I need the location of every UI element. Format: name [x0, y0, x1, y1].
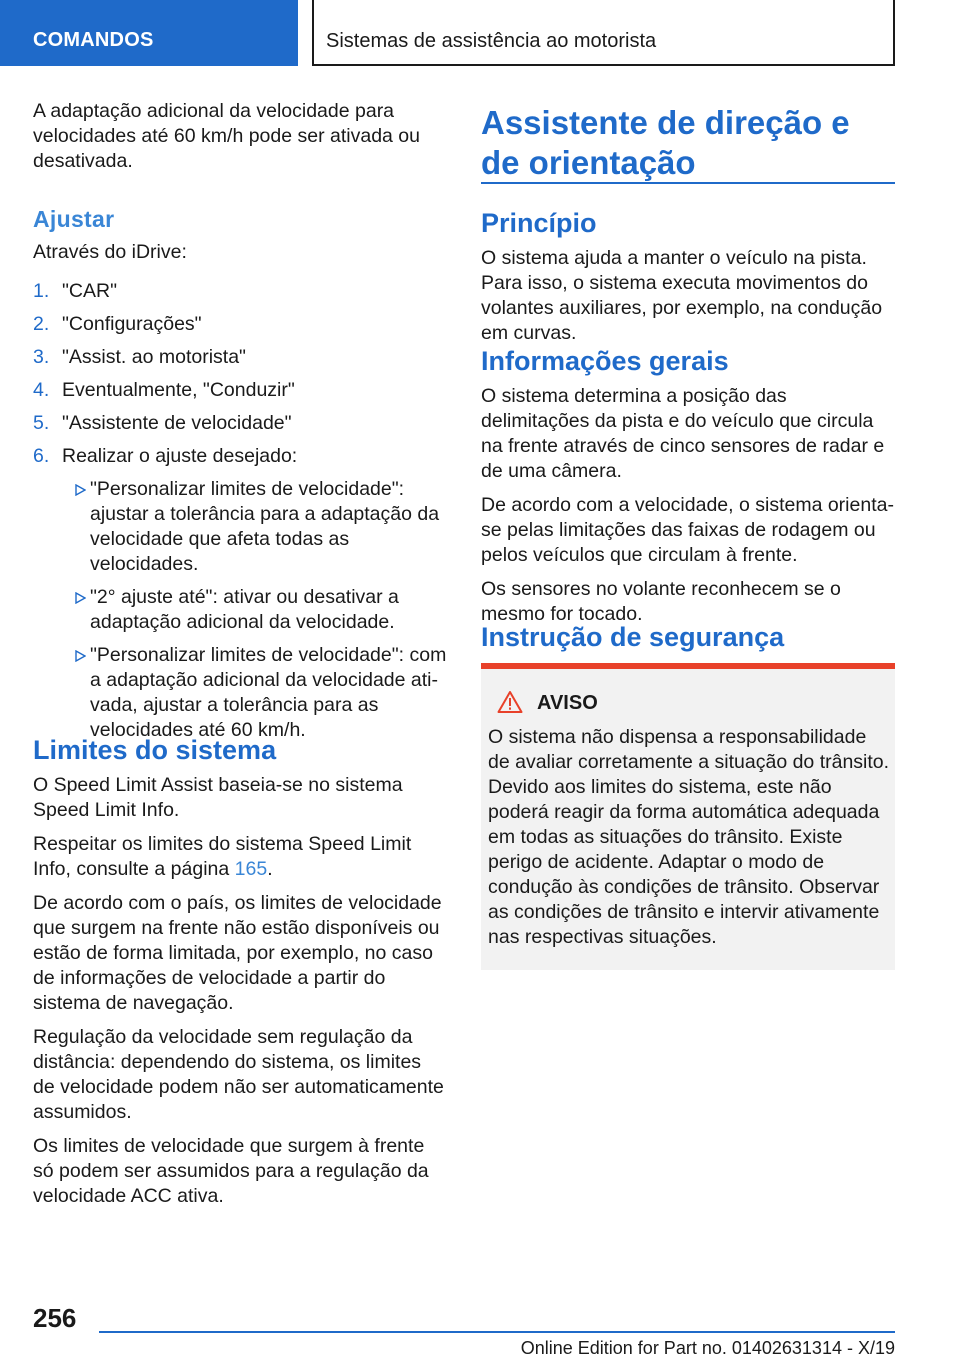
general-heading: Informações gerais: [481, 346, 729, 376]
warning-label: AVISO: [537, 692, 598, 714]
step-text: "Configurações": [62, 313, 202, 335]
sub-step-text: "Personalizar limites de velocidade": com a adaptação adicional da velocidade ativada, ajustar a tolerância para as velocidades até 60 km/h.: [90, 644, 447, 741]
limits-text: Respeitar os limites do sistema Speed Limit Info, consulte a página: [33, 833, 412, 880]
step-number: 3.: [33, 346, 50, 368]
step-number: 4.: [33, 379, 50, 401]
general-paragraph: O sistema determina a posição das delimitações da pista e do veículo que circula na frente através de cinco sensores de radar e de uma câmera.: [481, 385, 885, 482]
step-text: "Assistente de velocidade": [62, 412, 292, 434]
step-item: [33, 411, 447, 436]
step-item: [33, 312, 447, 337]
step-text: "Assist. ao motorista": [62, 346, 246, 368]
general-paragraph: De acordo com a velocidade, o sistema orienta-se pelas limitações das faixas de rodagem ou pelos veículos que circulam à frente.: [481, 494, 894, 566]
page-number: 256: [33, 1303, 77, 1333]
header-divider-right: [893, 0, 895, 66]
sub-step-item: [62, 585, 447, 635]
header-underline: [312, 64, 895, 66]
section-title: Assistente de direção e de orientação: [481, 104, 850, 181]
limits-paragraph: Regulação da velocidade sem regulação da distância: dependendo do sistema, os limites de velocidade podem não ser automaticamente assumidos.: [33, 1026, 444, 1123]
sub-steps-list: [62, 477, 447, 743]
ajustar-heading: Ajustar: [33, 206, 115, 232]
limits-section: [33, 773, 447, 1218]
warning-triangle-icon: [497, 690, 523, 720]
step-number: 2.: [33, 313, 50, 335]
limits-paragraph: De acordo com o país, os limites de velocidade que surgem na frente não estão disponíveis ou estão de forma limitada, por exemplo, no caso de informações de velocidade a partir do sistema de navegação.: [33, 892, 442, 1014]
section-tab: [0, 0, 298, 66]
safety-heading: Instrução de segurança: [481, 622, 785, 652]
principle-heading: Princípio: [481, 208, 597, 238]
section-label: COMANDOS: [33, 29, 154, 51]
warning-box: [481, 663, 895, 970]
sub-step-text: "Personalizar limites de velocidade": ajustar a tolerância para a adaptação da velocidade que afeta todas as velocidades.: [90, 478, 440, 575]
step-text: "CAR": [62, 280, 118, 302]
step-item: [33, 345, 447, 370]
step-number: 1.: [33, 280, 50, 302]
sub-step-item: [62, 643, 447, 743]
step-text: Eventualmente, "Conduzir": [62, 379, 295, 401]
title-rule: [481, 182, 895, 184]
step-number: 5.: [33, 412, 50, 434]
limits-paragraph: [33, 832, 447, 882]
limits-paragraph: Os limites de velocidade que surgem à frente só podem ser assumidos para a regulação da velocidade ACC ativa.: [33, 1135, 429, 1207]
general-paragraph: Os sensores no volante reconhecem se o mesmo for tocado.: [481, 578, 841, 625]
chapter-title: Sistemas de assistência ao motorista: [326, 30, 657, 52]
general-section: [481, 384, 895, 636]
footer-rule: [99, 1331, 895, 1333]
intro-paragraph: A adaptação adicional da velocidade para velocidades até 60 km/h pode ser ativada ou desativada.: [33, 100, 421, 172]
limits-heading: Limites do sistema: [33, 735, 277, 765]
principle-paragraph: O sistema ajuda a manter o veículo na pista. Para isso, o sistema executa movimentos do volantes auxiliares, por exemplo, na condução em curvas.: [481, 247, 883, 344]
ajustar-intro: Através do iDrive:: [33, 241, 187, 263]
warning-text: O sistema não dispensa a responsabilidade de avaliar corretamente a situação do trânsito. Devido aos limites do sistema, este não poderá reagir da forma automática adequada em todas as situações do trânsito. Existe perigo de acidente. Adaptar o modo de condução às condições de trânsito. Observar as condições de trânsito e intervir ativamente nas respectivas situações.: [488, 726, 890, 948]
page-reference-link[interactable]: 165: [234, 858, 268, 880]
footer-edition: Online Edition for Part no. 01402631314 - X/19: [520, 1338, 895, 1358]
sub-step-item: [62, 477, 447, 577]
step-item: [33, 444, 447, 743]
step-number: 6.: [33, 445, 50, 467]
step-text: Realizar o ajuste desejado:: [62, 445, 298, 467]
sub-step-text: "2° ajuste até": ativar ou desativar a adaptação adicional da velocidade.: [90, 586, 399, 633]
steps-list: [33, 279, 447, 751]
warning-bar: [481, 663, 895, 669]
limits-text: .: [267, 858, 273, 880]
step-item: [33, 378, 447, 403]
step-item: [33, 279, 447, 304]
limits-paragraph: O Speed Limit Assist baseia-se no sistema Speed Limit Info.: [33, 774, 403, 821]
header-divider-left: [312, 0, 314, 66]
